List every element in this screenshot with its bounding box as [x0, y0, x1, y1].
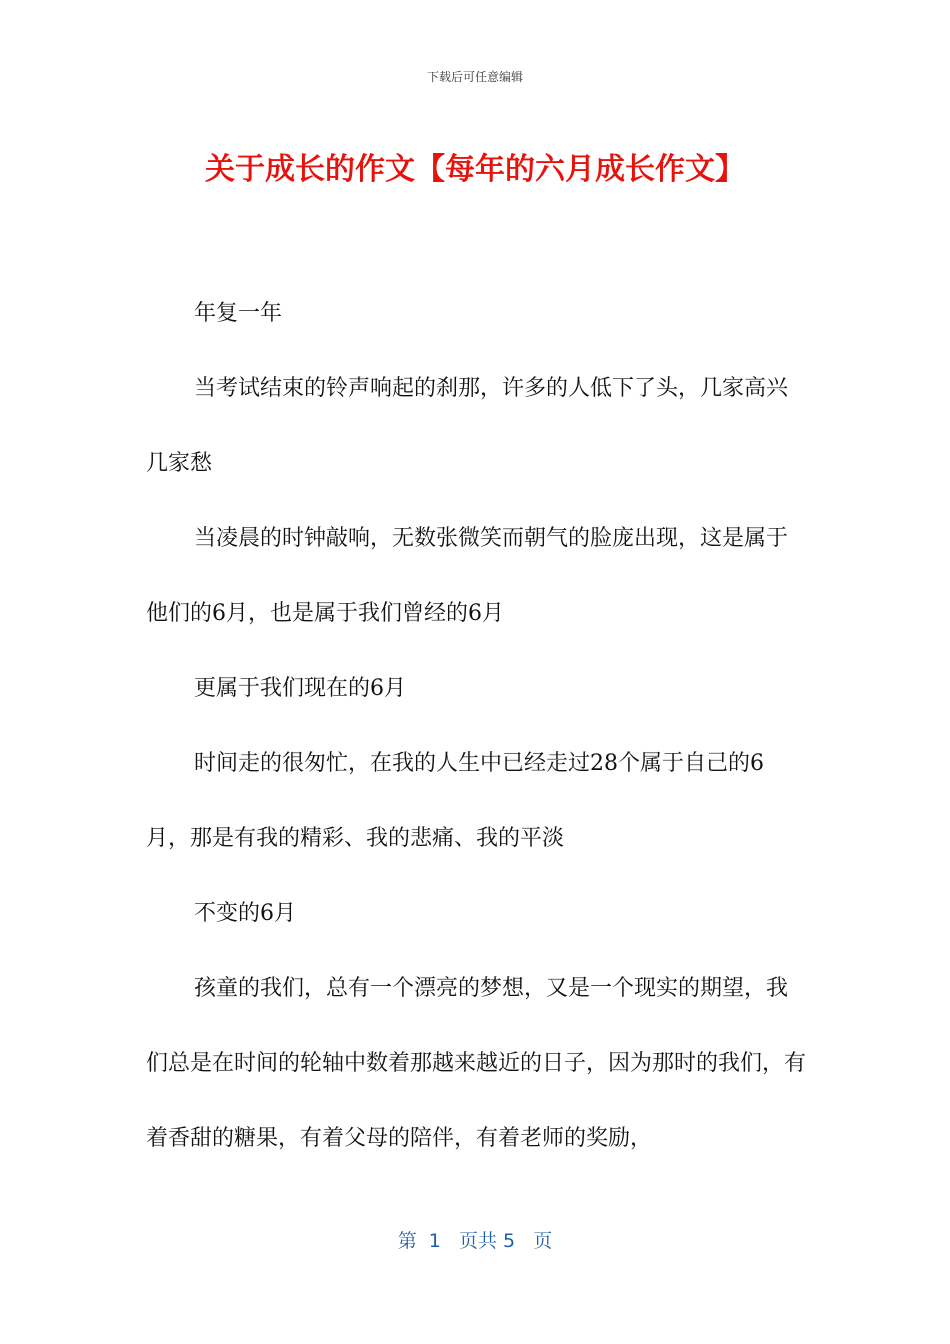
- paragraph: 不变的6月: [194, 901, 296, 926]
- document-title: 关于成长的作文【每年的六月成长作文】: [205, 152, 745, 187]
- paragraph: 更属于我们现在的6月: [194, 676, 406, 701]
- document-body: [146, 276, 806, 1176]
- paragraph: 时间走的很匆忙，在我的人生中已经走过28个属于自己的6月，那是有我的精彩、我的悲痛、我的平淡: [146, 751, 764, 851]
- paragraph: 当考试结束的铃声响起的刹那，许多的人低下了头，几家高兴几家愁: [146, 376, 789, 476]
- paragraph: 当凌晨的时钟敲响，无数张微笑而朝气的脸庞出现，这是属于他们的6月，也是属于我们曾经的6月: [146, 526, 789, 626]
- paragraph: 年复一年: [194, 301, 283, 326]
- header-note: 下载后可任意编辑: [426, 70, 523, 84]
- page-number-footer: 第 1 页共 5 页: [397, 1230, 553, 1252]
- paragraph: 孩童的我们，总有一个漂亮的梦想，又是一个现实的期望，我们总是在时间的轮轴中数着那越来越近的日子，因为那时的我们，有着香甜的糖果，有着父母的陪伴，有着老师的奖励，: [146, 976, 807, 1151]
